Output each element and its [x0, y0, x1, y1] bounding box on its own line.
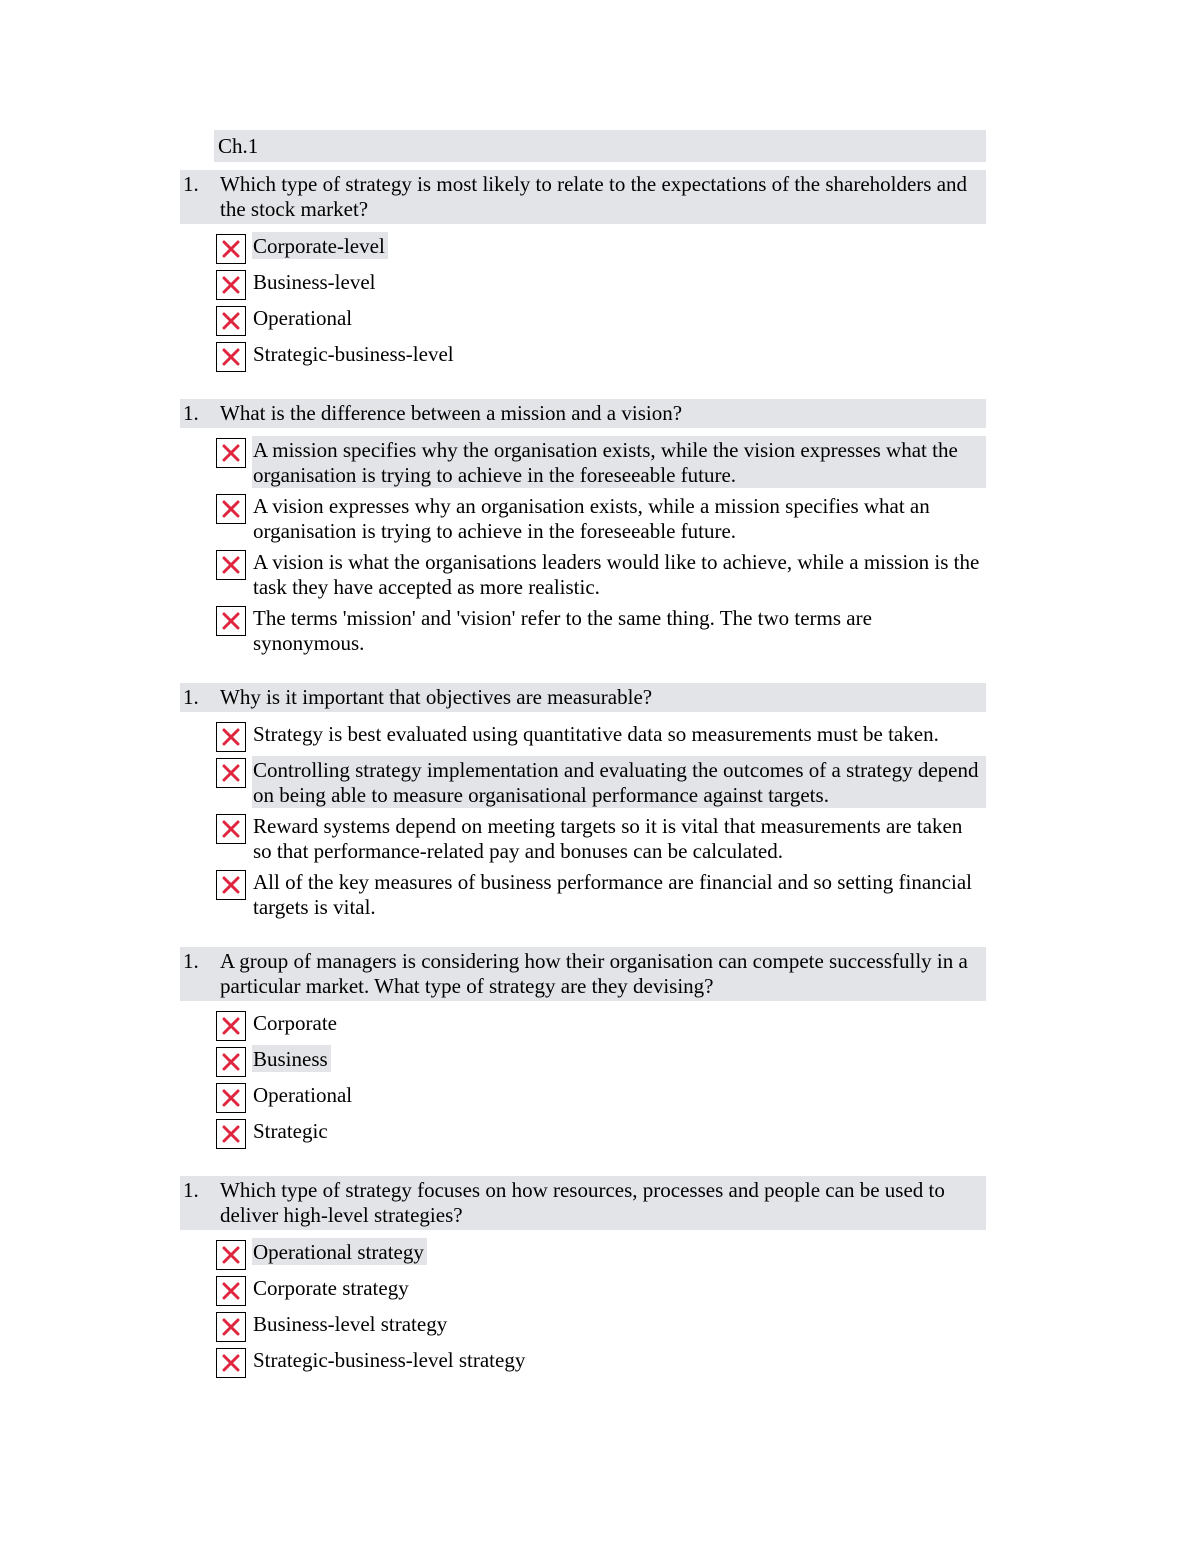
answer-option-text: Corporate strategy — [253, 1276, 409, 1300]
answer-option-text: A vision expresses why an organisation exists, while a mission specifies what an organisation is trying to achieve in the foreseeable future. — [253, 494, 930, 543]
incorrect-x-icon — [216, 550, 246, 580]
answer-option-text: Operational — [253, 1083, 353, 1107]
incorrect-x-icon — [216, 494, 246, 524]
answer-option[interactable] — [216, 436, 986, 488]
question-block — [180, 947, 986, 1149]
incorrect-x-icon — [216, 722, 246, 752]
answer-option[interactable] — [216, 1346, 986, 1378]
answer-option[interactable] — [216, 812, 986, 864]
answer-option[interactable] — [216, 548, 986, 600]
answer-options — [180, 1009, 986, 1149]
answer-option[interactable] — [216, 1238, 986, 1270]
answer-option-text-highlighted: A mission specifies why the organisation exists, while the vision expresses what the organisation is trying to achieve in the foreseeable future. — [252, 436, 986, 488]
incorrect-x-icon — [216, 1083, 246, 1113]
answer-option[interactable] — [216, 232, 986, 264]
answer-options — [180, 232, 986, 372]
answer-option-text-highlighted: Controlling strategy implementation and evaluating the outcomes of a strategy depend on being able to measure organisational performance against targets. — [252, 756, 986, 808]
answer-option-text: Strategic-business-level strategy — [253, 1348, 526, 1372]
answer-option-text: Corporate — [253, 1011, 337, 1035]
answer-option[interactable] — [216, 756, 986, 808]
answer-option-text: Strategic-business-level — [253, 342, 454, 366]
question-number: 1. — [183, 401, 199, 425]
incorrect-x-icon — [216, 1240, 246, 1270]
question-number: 1. — [183, 1178, 199, 1202]
answer-option-text-highlighted: Operational strategy — [252, 1238, 427, 1265]
question-list — [180, 170, 986, 1378]
answer-option-text: Business-level strategy — [253, 1312, 448, 1336]
answer-option[interactable] — [216, 1045, 986, 1077]
incorrect-x-icon — [216, 234, 246, 264]
answer-option[interactable] — [216, 868, 986, 920]
question-number: 1. — [183, 949, 199, 973]
answer-options — [180, 720, 986, 920]
incorrect-x-icon — [216, 814, 246, 844]
question-header — [180, 170, 986, 224]
question-header — [180, 683, 986, 712]
answer-option[interactable] — [216, 1274, 986, 1306]
answer-option-text: Reward systems depend on meeting targets so it is vital that measurements are taken so that performance-related pay and bonuses can be calculated. — [253, 814, 963, 863]
incorrect-x-icon — [216, 342, 246, 372]
question-block — [180, 399, 986, 656]
answer-option[interactable] — [216, 340, 986, 372]
question-text: A group of managers is considering how their organisation can compete successfully in a particular market. What type of strategy are they devising? — [220, 949, 968, 998]
quiz-page — [180, 130, 986, 1405]
answer-option[interactable] — [216, 492, 986, 544]
question-block — [180, 683, 986, 920]
answer-option[interactable] — [216, 1081, 986, 1113]
answer-option[interactable] — [216, 1117, 986, 1149]
answer-option[interactable] — [216, 268, 986, 300]
incorrect-x-icon — [216, 870, 246, 900]
answer-option-text: The terms 'mission' and 'vision' refer to the same thing. The two terms are synonymous. — [253, 606, 872, 655]
question-header — [180, 399, 986, 428]
answer-option-text-highlighted: Business — [252, 1045, 331, 1072]
incorrect-x-icon — [216, 1348, 246, 1378]
question-header — [180, 947, 986, 1001]
incorrect-x-icon — [216, 1312, 246, 1342]
answer-option-text: All of the key measures of business performance are financial and so setting financial targets is vital. — [253, 870, 972, 919]
incorrect-x-icon — [216, 438, 246, 468]
answer-option[interactable] — [216, 1310, 986, 1342]
incorrect-x-icon — [216, 1047, 246, 1077]
incorrect-x-icon — [216, 270, 246, 300]
incorrect-x-icon — [216, 1011, 246, 1041]
incorrect-x-icon — [216, 1276, 246, 1306]
answer-option-text: Strategic — [253, 1119, 328, 1143]
answer-option-text-highlighted: Corporate-level — [252, 232, 388, 259]
incorrect-x-icon — [216, 306, 246, 336]
question-text: Which type of strategy is most likely to relate to the expectations of the shareholders and the stock market? — [220, 172, 968, 221]
incorrect-x-icon — [216, 606, 246, 636]
answer-option[interactable] — [216, 304, 986, 336]
question-block — [180, 1176, 986, 1378]
question-text: What is the difference between a mission and a vision? — [220, 401, 683, 425]
answer-option[interactable] — [216, 604, 986, 656]
answer-options — [180, 1238, 986, 1378]
question-text: Which type of strategy focuses on how resources, processes and people can be used to deliver high-level strategies? — [220, 1178, 945, 1227]
question-text: Why is it important that objectives are measurable? — [220, 685, 653, 709]
question-block — [180, 170, 986, 372]
answer-option-text: Operational — [253, 306, 353, 330]
question-number: 1. — [183, 685, 199, 709]
question-header — [180, 1176, 986, 1230]
answer-option[interactable] — [216, 1009, 986, 1041]
incorrect-x-icon — [216, 758, 246, 788]
question-number: 1. — [183, 172, 199, 196]
answer-option-text: A vision is what the organisations leaders would like to achieve, while a mission is the task they have accepted as more realistic. — [253, 550, 980, 599]
chapter-heading: Ch.1 — [214, 130, 986, 162]
answer-option-text: Strategy is best evaluated using quantitative data so measurements must be taken. — [253, 722, 939, 746]
answer-option[interactable] — [216, 720, 986, 752]
answer-options — [180, 436, 986, 656]
answer-option-text: Business-level — [253, 270, 376, 294]
incorrect-x-icon — [216, 1119, 246, 1149]
